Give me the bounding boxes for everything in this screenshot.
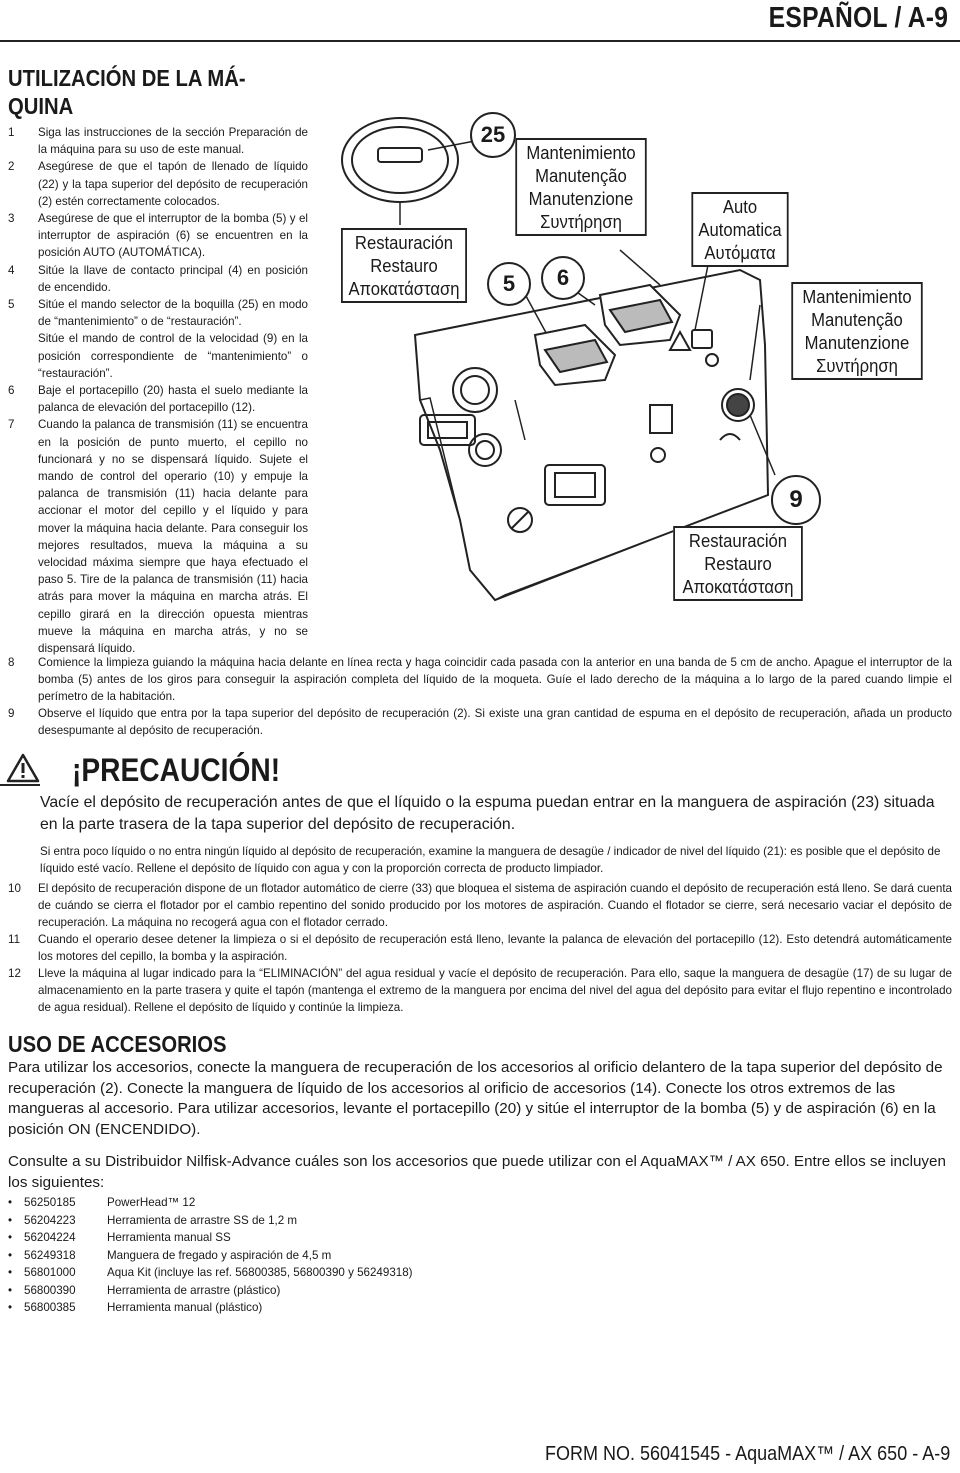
page-footer: FORM NO. 56041545 - AquaMAX™ / AX 650 - A-9 — [544, 1443, 950, 1465]
step-6: 6 Baje el portacepillo (20) hasta el suelo mediante la palanca de elevación del portacepillo (12). — [8, 384, 308, 415]
callout-box-maintenance-1: Mantenimiento Manutenção Manutenzione Συντήρηση — [515, 138, 646, 236]
usage-steps-left — [8, 124, 308, 657]
section-title-line-2: QUINA — [8, 93, 74, 119]
list-item: • 56249318 Manguera de fregado y aspiración de 4,5 m — [8, 1248, 332, 1262]
callout-box-auto: Auto Automatica Αυτόματα — [691, 192, 788, 267]
callout-box-restoration-2: Restauración Restauro Αποκατάσταση — [673, 526, 803, 601]
step-3: 3 Asegúrese de que el interruptor de la bomba (5) y el interruptor de aspiración (6) se encuentren en la posición AUTO (AUTOMÁTICA). — [8, 212, 308, 260]
list-item: • 56800390 Herramienta de arrastre (plástico) — [8, 1283, 281, 1297]
step-11: 11 Cuando el operario desee detener la limpieza o si el depósito de recuperación está lleno, levante la palanca de elevación del portacepillo (12). Esto detendrá automáticamente los motores del cepillo, la bomba y la aspiración. — [8, 933, 952, 963]
list-item: • 56250185 PowerHead™ 12 — [8, 1196, 196, 1209]
step-5-cont: Sitúe el mando de control de la velocidad (9) en la posición correspondiente de “mantenimiento” o “restauración”. — [38, 332, 308, 380]
step-10: 10 El depósito de recuperación dispone de un flotador automático de cierre (33) que bloquea el sistema de aspiración cuando el depósito de recuperación está lleno. Se dará cuenta de cuándo se cierra el flotador por el cambio repentino del sonido producido por los motores de aspiración. Cuando el flotador se cierre, será necesario vaciar el depósito de recuperación. La máquina no recogerá agua con el flotador cerrado. — [8, 882, 952, 929]
usage-steps-wide — [8, 654, 952, 739]
caution-note: Si entra poco líquido o no entra ningún líquido al depósito de recuperación, examine la manguera de desagüe / indicador de nivel del líquido (21): es posible que el depósito de líquido esté vacío. Rellene el depósito de líquido con agua y con la proporción correcta de producto limpiador. — [40, 845, 941, 875]
accessories-list — [8, 1194, 413, 1317]
step-5: 5 Sitúe el mando selector de la boquilla (25) en modo de “mantenimiento” o de “restauración”. — [8, 298, 308, 329]
step-8: 8 Comience la limpieza guiando la máquina hacia delante en línea recta y haga coincidir cada pasada con la anterior en una banda de 5 cm de ancho. Apague el interruptor de la bomba (5) antes de los giros para conseguir la aspiración completa del líquido de la moqueta. Guíe el lado derecho de la máquina a lo largo de la pared cuando limpie el perímetro de la habitación. — [8, 656, 952, 703]
step-4: 4 Sitúe la llave de contacto principal (4) en posición de encendido. — [8, 263, 308, 294]
step-9: 9 Observe el líquido que entra por la tapa superior del depósito de recuperación (2). Si existe una gran cantidad de espuma en el depósito de recuperación, añada un producto desespumante al depósito de recuperación. — [8, 707, 952, 737]
callout-6: 6 — [541, 256, 585, 300]
callout-box-maintenance-2: Mantenimiento Manutenção Manutenzione Συντήρηση — [791, 282, 922, 380]
step-1: 1 Siga las instrucciones de la sección Preparación de la máquina para su uso de este manual. — [8, 126, 308, 157]
section-title-accessories: USO DE ACCESORIOS — [8, 1031, 227, 1057]
callout-5: 5 — [487, 262, 531, 306]
step-7: 7 Cuando la palanca de transmisión (11) se encuentra en la posición de punto muerto, el cepillo no funcionará y no se dispensará líquido. Sujete el mando de control del operario (10) y empuje la palanca de transmisión (11) hacia delante para accionar el motor del cepillo y el líquido y para mover la máquina hacia delante. Para conseguir los mejores resultados, mueva la máquina a su velocidad máxima siempre que haya efectuado el paso 5. Tire de la palanca de transmisión (11) hacia atrás para mover la máquina en marcha atrás. El cepillo girará en la dirección opuesta mientras mueve la máquina en marcha atrás, y no se dispensará líquido. — [8, 418, 308, 656]
header-rule — [0, 40, 960, 42]
accessories-paragraph-2: Consulte a su Distribuidor Nilfisk-Advance cuáles son los accesorios que puede utilizar con el AquaMAX™ / AX 650. Entre ellos se incluyen los siguientes: — [8, 1153, 946, 1191]
usage-steps-after — [8, 880, 952, 1016]
caution-body: Vacíe el depósito de recuperación antes de que el líquido o la espuma puedan entrar en la manguera de aspiración (23) situada en la parte trasera de la tapa superior del depósito de recuperación. — [40, 794, 935, 833]
list-item: • 56204223 Herramienta de arrastre SS de 1,2 m — [8, 1213, 298, 1227]
section-title-usage — [8, 64, 246, 120]
callout-25: 25 — [470, 112, 516, 158]
callout-9: 9 — [771, 475, 821, 525]
caution-rule — [0, 784, 40, 786]
step-2: 2 Asegúrese de que el tapón de llenado de líquido (22) y la tapa superior del depósito de recuperación (2) estén correctamente colocados. — [8, 160, 308, 208]
page-header-title: ESPAÑOL / A-9 — [768, 2, 948, 34]
step-12: 12 Lleve la máquina al lugar indicado para la “ELIMINACIÓN” del agua residual y vacíe el depósito de recuperación. Para ello, saque la manguera de desagüe (17) de su lugar de almacenamiento en la parte trasera y quite el tapón (mantenga el extremo de la manguera por encima del nivel del agua del depósito para evitar el flujo repentino e incontrolado de agua residual). Rellene el depósito de líquido y continúe la limpieza. — [8, 967, 952, 1014]
list-item: • 56800385 Herramienta manual (plástico) — [8, 1301, 263, 1314]
warning-triangle-icon — [6, 752, 40, 784]
caution-title: ¡PRECAUCIÓN! — [72, 752, 281, 788]
section-title-line-1: UTILIZACIÓN DE LA MÁ- — [8, 65, 246, 91]
callout-box-restoration-1: Restauración Restauro Αποκατάσταση — [341, 228, 467, 303]
accessories-paragraph-1: Para utilizar los accesorios, conecte la manguera de recuperación de los accesorios al orificio delantero de la tapa superior del depósito de recuperación (2). Conecte la manguera de líquido de los accesorios al orificio de accesorios (14). Conecte los otros extremos de las mangueras al accesorio. Para utilizar accesorios, levante el portacepillo (20) y sitúe el interruptor de la bomba (5) y de aspiración (6) en la posición ON (ENCENDIDO). — [8, 1059, 943, 1138]
list-item: • 56204224 Herramienta manual SS — [8, 1231, 231, 1244]
list-item: • 56801000 Aqua Kit (incluye las ref. 56800385, 56800390 y 56249318) — [8, 1266, 413, 1279]
